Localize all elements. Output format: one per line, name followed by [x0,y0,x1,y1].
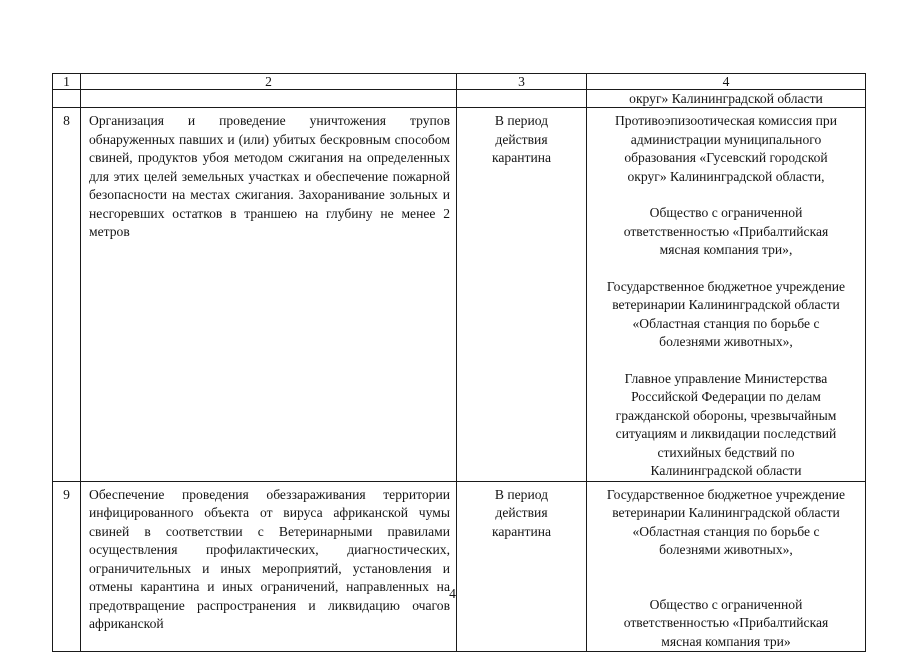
executor-entry [591,596,861,652]
task-description [81,108,457,482]
task-line: диагностических, ограничительных и иных [89,542,450,576]
executor-line: «Областная станция по борьбе с [632,315,820,331]
executor-line: Государственное бюджетное учреждение [606,278,846,294]
executor-entry [591,486,861,560]
executor-line: ответственностью «Прибалтийская [623,223,829,239]
executor-line: болезнями животных», [659,542,793,557]
table-header-row [53,74,866,90]
executor-entry [591,278,861,352]
row-number: 9 [53,481,81,652]
period-cell [457,481,587,652]
executor-line: Калининградской области [650,463,802,478]
continuation-executor: округ» Калининградской области [587,90,866,108]
executor-entry [591,204,861,260]
task-line: Организация и проведение уничтожения трупов [89,113,450,128]
task-line: распространения и ликвидацию очагов африканской [89,597,450,631]
task-line: сжигания. Захоранивание зольных и несгоревших [89,187,450,221]
executor-line: Общество с ограниченной [649,205,803,220]
period-line: карантина [491,523,552,539]
table-row [53,481,866,652]
executor-entry [591,112,861,186]
executors-cell [587,108,866,482]
table-row [53,108,866,482]
continuation-row [53,90,866,108]
task-line: остатков в траншею на глубину не менее 2 метров [89,205,450,239]
header-col-2: 2 [81,74,457,90]
executor-line: администрации муниципального [630,131,822,147]
task-line: иных ограничений, направленных на предотвращение [89,579,450,613]
executor-line: ответственностью «Прибалтийская [623,615,829,630]
header-col-3: 3 [457,74,587,90]
executor-line: ситуациям и ликвидации последствий [615,426,837,441]
executor-line: округ» Калининградской области, [627,168,825,184]
measures-table [52,73,866,652]
executor-line: Общество с ограниченной [649,596,803,612]
executor-line: мясная компания три», [659,242,793,257]
executor-line: ветеринарии Калининградской области [612,297,840,312]
period-line: В период [494,113,549,128]
task-line: обеспечение пожарной безопасности на местах [89,168,450,202]
task-line: мероприятий, установления и отмены карантина и [89,560,450,594]
header-col-1: 1 [53,74,81,90]
period-line: действия [495,131,548,147]
executor-line: мясная компания три» [661,633,791,649]
task-line: Обеспечение проведения обеззараживания территории [89,486,450,502]
task-line: чумы свиней в соответствии с Ветеринарными [89,505,450,539]
executor-line: гражданской обороны, чрезвычайным [615,407,837,423]
task-line: инфицированного объекта от вируса африканской [89,505,409,520]
executor-line: «Областная станция по борьбе с [632,523,820,539]
task-line: правилами осуществления профилактических, [89,523,450,557]
period-cell [457,108,587,482]
page-number: 4 [449,586,456,601]
task-description [81,481,457,652]
row-number: 8 [53,108,81,482]
period-line: карантина [491,150,552,165]
task-line: способом свиней, продуктов убоя методом сжигания на [89,131,450,165]
task-line: обнаруженных павших и (или) убитых бескровным [89,131,391,147]
executors-cell [587,481,866,652]
period-line: В период [494,486,549,502]
continuation-cell-1 [53,90,81,108]
continuation-cell-3 [457,90,587,108]
executor-line: Главное управление Министерства [624,370,828,386]
continuation-cell-2 [81,90,457,108]
task-line: определенных для этих целей земельных участках и [89,150,450,184]
header-col-4: 4 [587,74,866,90]
period-line: действия [495,505,548,520]
executor-line: Противоэпизоотическая комиссия при [614,113,838,128]
executor-entry [591,370,861,481]
executor-line: Российской Федерации по делам [631,389,821,404]
executor-line: ветеринарии Калининградской области [612,505,840,520]
executor-line: образования «Гусевский городской [624,150,828,165]
executor-line: болезнями животных», [659,334,793,349]
executor-line: стихийных бедствий по [657,444,795,460]
executor-line: Государственное бюджетное учреждение [606,486,846,502]
